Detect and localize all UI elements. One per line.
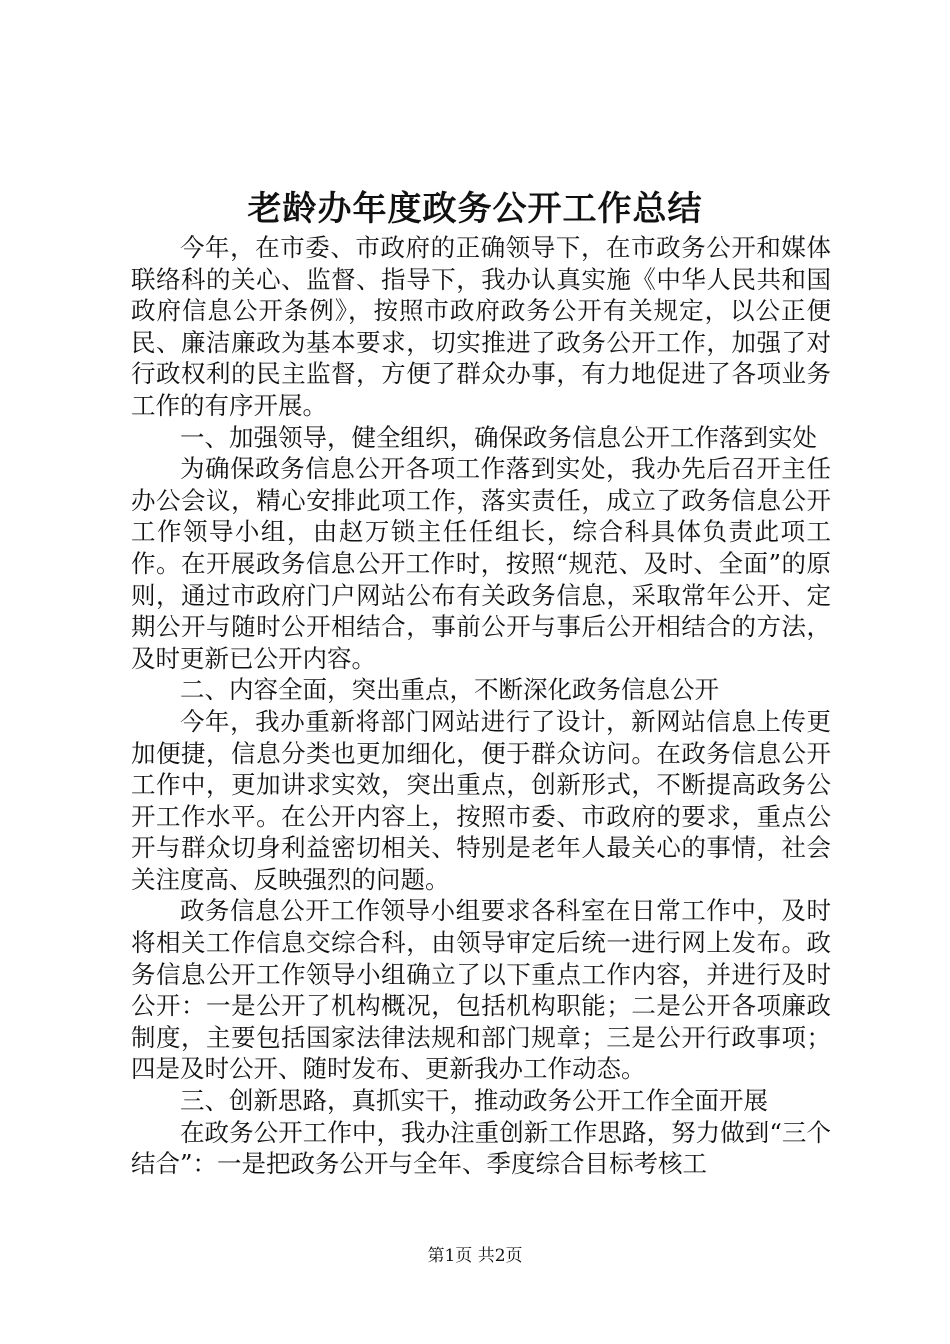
intro-paragraph: 今年，在市委、市政府的正确领导下，在市政务公开和媒体联络科的关心、监督、指导下，我办认真实施《中华人民共和国政府信息公开条例》，按照市政府政务公开有关规定，以公正便民、廉洁廉政为基本要求，切实推进了政务公开工作，加强了对行政权利的民主监督，方便了群众办事，有力地促进了各项业务工作的有序开展。 [131,233,831,420]
page-footer: 第1页 共2页 [427,1246,523,1266]
section-2-paragraph-2: 政务信息公开工作领导小组要求各科室在日常工作中，及时将相关工作信息交综合科，由领导审定后统一进行网上发布。政务信息公开工作领导小组确立了以下重点工作内容，并进行及时公开：一是公开了机构概况，包括机构职能；二是公开各项廉政制度，主要包括国家法律法规和部门规章；三是公开行政事项；四是及时公开、随时发布、更新我办工作动态。 [131,896,831,1084]
document-title: 老龄办年度政务公开工作总结 [247,189,703,229]
section-heading-2: 二、内容全面，突出重点，不断深化政务信息公开 [180,675,719,705]
section-3-paragraph: 在政务公开工作中，我办注重创新工作思路，努力做到“三个结合”：一是把政务公开与全年、季度综合目标考核工 [131,1117,831,1179]
section-2-paragraph-1: 今年，我办重新将部门网站进行了设计，新网站信息上传更加便捷，信息分类也更加细化，便于群众访问。在政务信息公开工作中，更加讲求实效，突出重点，创新形式，不断提高政务公开工作水平。在公开内容上，按照市委、市政府的要求，重点公开与群众切身利益密切相关、特别是老年人最关心的事情，社会关注度高、反映强烈的问题。 [131,706,831,894]
section-1-paragraph: 为确保政务信息公开各项工作落到实处，我办先后召开主任办公会议，精心安排此项工作，落实责任，成立了政务信息公开工作领导小组，由赵万锁主任任组长，综合科具体负责此项工作。在开展政务信息公开工作时，按照“规范、及时、全面”的原则，通过市政府门户网站公布有关政务信息，采取常年公开、定期公开与随时公开相结合，事前公开与事后公开相结合的方法，及时更新已公开内容。 [131,454,831,673]
section-heading-3: 三、创新思路，真抓实干，推动政务公开工作全面开展 [180,1086,768,1116]
document-body [131,232,831,1180]
section-heading-1: 一、加强领导，健全组织，确保政务信息公开工作落到实处 [180,422,817,452]
